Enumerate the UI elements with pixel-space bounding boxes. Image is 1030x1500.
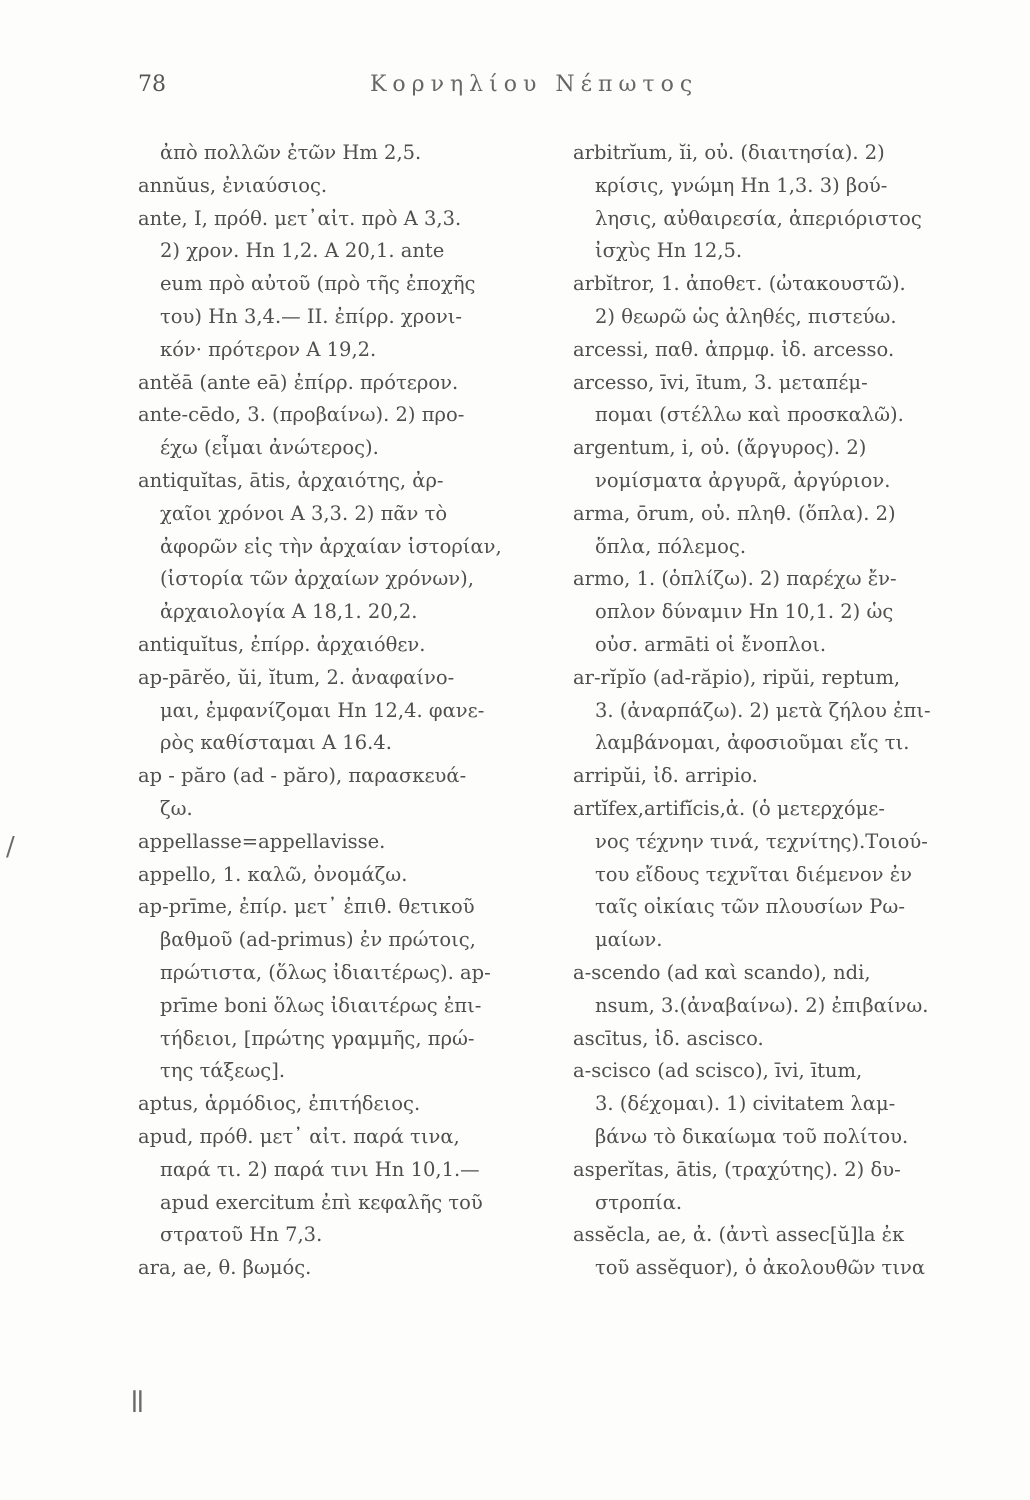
entry-line: νομίσματα ἀργυρᾶ, ἀργύριον. <box>595 468 891 492</box>
entry-line: 3. (δέχομαι). 1) civitatem λαμ- <box>595 1092 896 1116</box>
entry-line: ap-prīme, ἐπίρ. μετ᾽ ἐπιθ. θετικοῦ <box>138 895 475 919</box>
entry-line: οὐσ. armāti οἱ ἔνοπλοι. <box>595 632 827 656</box>
entry-line: τοῦ assĕquor), ὁ ἀκολουθῶν τινα <box>595 1256 926 1280</box>
entry-line: ascītus, ἰδ. ascisco. <box>573 1026 764 1050</box>
entry-line: 2) χρον. Hn 1,2. A 20,1. ante <box>160 239 445 263</box>
entry-line: arma, ōrum, οὐ. πληθ. (ὅπλα). 2) <box>573 501 896 525</box>
margin-mark: / <box>6 832 15 862</box>
entry-line: ap-pārĕo, ŭi, ĭtum, 2. ἀναφαίνο- <box>138 665 455 689</box>
page-number: 78 <box>138 72 166 97</box>
ink-smudge: ǁ <box>130 1385 145 1420</box>
entry-line: (ἱστορία τῶν ἀρχαίων χρόνων), <box>160 567 474 591</box>
entry-line: eum πρὸ αὐτοῦ (πρὸ τῆς ἐποχῆς <box>160 272 476 296</box>
right-column <box>573 137 993 1285</box>
entry-line: ἰσχὺς Hn 12,5. <box>595 239 743 263</box>
entry-line: arcesso, īvi, ītum, 3. μεταπέμ- <box>573 370 868 394</box>
running-title: Κορνηλίου Νέπωτος <box>370 72 699 97</box>
entry-line: στρατοῦ Hn 7,3. <box>160 1223 323 1247</box>
entry-line: appello, 1. καλῶ, ὀνομάζω. <box>138 862 408 886</box>
entry-line: της τάξεως]. <box>160 1059 286 1083</box>
entry-line: 2) θεωρῶ ὡς ἀληθές, πιστεύω. <box>595 304 897 328</box>
entry-line: apud, πρόθ. μετ᾽ αἰτ. παρά τινα, <box>138 1124 460 1148</box>
entry-line: a-scendo (ad καὶ scando), ndi, <box>573 960 871 984</box>
entry-line: ταῖς οἰκίαις τῶν πλουσίων Ρω- <box>595 895 905 919</box>
entry-line: ἀφορῶν εἰς τὴν ἀρχαίαν ἱστορίαν, <box>160 534 502 558</box>
entry-line: arcessi, παθ. ἀπρμφ. ἰδ. arcesso. <box>573 337 895 361</box>
entry-line: ἀπὸ πολλῶν ἐτῶν Hm 2,5. <box>160 141 422 164</box>
entry-line: antiquĭtus, ἐπίρρ. ἀρχαιόθεν. <box>138 632 426 656</box>
entry-line: παρά τι. 2) παρά τινι Hn 10,1.— <box>160 1157 480 1181</box>
entry-line: του εἴδους τεχνῖται διέμενον ἐν <box>595 862 913 886</box>
entry-line: assĕcla, ae, ἀ. (ἀντὶ assec[ŭ]la ἐκ <box>573 1223 905 1247</box>
entry-line: antiquĭtas, ātis, ἀρχαιότης, ἀρ- <box>138 468 444 492</box>
entry-line: nsum, 3.(ἀναβαίνω). 2) ἐπιβαίνω. <box>595 993 929 1017</box>
entry-line: ζω. <box>160 796 193 820</box>
entry-line: ὅπλα, πόλεμος. <box>595 534 747 558</box>
entry-line: appellasse=appellavisse. <box>138 829 386 853</box>
entry-line: λαμβάνομαι, ἀφοσιοῦμαι εἴς τι. <box>595 731 910 755</box>
entry-line: πρώτιστα, (ὅλως ἰδιαιτέρως). ap- <box>160 960 491 984</box>
entry-line: arbĭtror, 1. ἀποθετ. (ὠτακουστῶ). <box>573 272 906 296</box>
left-column <box>138 137 558 1285</box>
entry-line: βαθμοῦ (ad-primus) ἐν πρώτοις, <box>160 928 476 952</box>
entry-line: ρὸς καθίσταμαι A 16.4. <box>160 731 392 755</box>
entry-line: armo, 1. (ὁπλίζω). 2) παρέχω ἔν- <box>573 567 897 591</box>
entry-line: κρίσις, γνώμη Hn 1,3. 3) βού- <box>595 173 888 197</box>
entry-line: χαῖοι χρόνοι A 3,3. 2) πᾶν τὸ <box>160 501 448 525</box>
entry-line: ἀρχαιολογία A 18,1. 20,2. <box>160 600 418 624</box>
entry-line: λησις, αὐθαιρεσία, ἀπεριόριστος <box>595 206 922 230</box>
entry-line: arbitrĭum, ĭi, οὐ. (διαιτησία). 2) <box>573 141 885 164</box>
entry-line: annŭus, ἐνιαύσιος. <box>138 173 328 197</box>
entry-line: aptus, ἁρμόδιος, ἐπιτήδειος. <box>138 1092 421 1116</box>
entry-line: κόν· πρότερον A 19,2. <box>160 337 377 361</box>
entry-line: πομαι (στέλλω καὶ προσκαλῶ). <box>595 403 904 427</box>
entry-line: apud exercitum ἐπὶ κεφαλῆς τοῦ <box>160 1190 483 1214</box>
entry-line: νος τέχνην τινά, τεχνίτης).Τοιού- <box>595 829 928 853</box>
entry-line: ante, I, πρόθ. μετ᾽αἰτ. πρὸ A 3,3. <box>138 206 462 230</box>
entry-line: μαίων. <box>595 928 663 952</box>
entry-line: τήδειοι, [πρώτης γραμμῆς, πρώ- <box>160 1026 475 1050</box>
entry-line: a-scisco (ad scisco), īvi, ītum, <box>573 1059 863 1083</box>
entry-line: ara, ae, θ. βωμός. <box>138 1256 312 1280</box>
entry-line: artĭfex,artifĭcis,ἀ. (ὁ μετερχόμε- <box>573 796 885 820</box>
entry-line: οπλον δύναμιν Hn 10,1. 2) ὡς <box>595 600 894 624</box>
entry-line: prīme boni ὅλως ἰδιαιτέρως ἐπι- <box>160 993 482 1017</box>
entry-line: antĕā (ante eā) ἐπίρρ. πρότερον. <box>138 370 459 394</box>
entry-line: 3. (ἀναρπάζω). 2) μετὰ ζήλου ἐπι- <box>595 698 931 722</box>
entry-line: βάνω τὸ δικαίωμα τοῦ πολίτου. <box>595 1124 909 1148</box>
entry-line: asperĭtas, ātis, (τραχύτης). 2) δυ- <box>573 1157 901 1181</box>
entry-line: μαι, ἐμφανίζομαι Hn 12,4. φανε- <box>160 698 485 722</box>
entry-line: ante-cēdo, 3. (προβαίνω). 2) προ- <box>138 403 465 427</box>
entry-line: στροπία. <box>595 1190 683 1214</box>
entry-line: ar-rĭpĭo (ad-răpio), ripŭi, reptum, <box>573 665 901 689</box>
entry-line: ap - păro (ad - păro), παρασκευά- <box>138 764 467 788</box>
entry-line: του) Hn 3,4.— II. ἐπίρρ. χρονι- <box>160 304 463 328</box>
entry-line: arripŭi, ἰδ. arripio. <box>573 764 758 788</box>
page-header <box>138 72 918 112</box>
entry-line: έχω (εἶμαι ἀνώτερος). <box>160 436 379 460</box>
entry-line: argentum, i, οὐ. (ἄργυρος). 2) <box>573 436 867 460</box>
